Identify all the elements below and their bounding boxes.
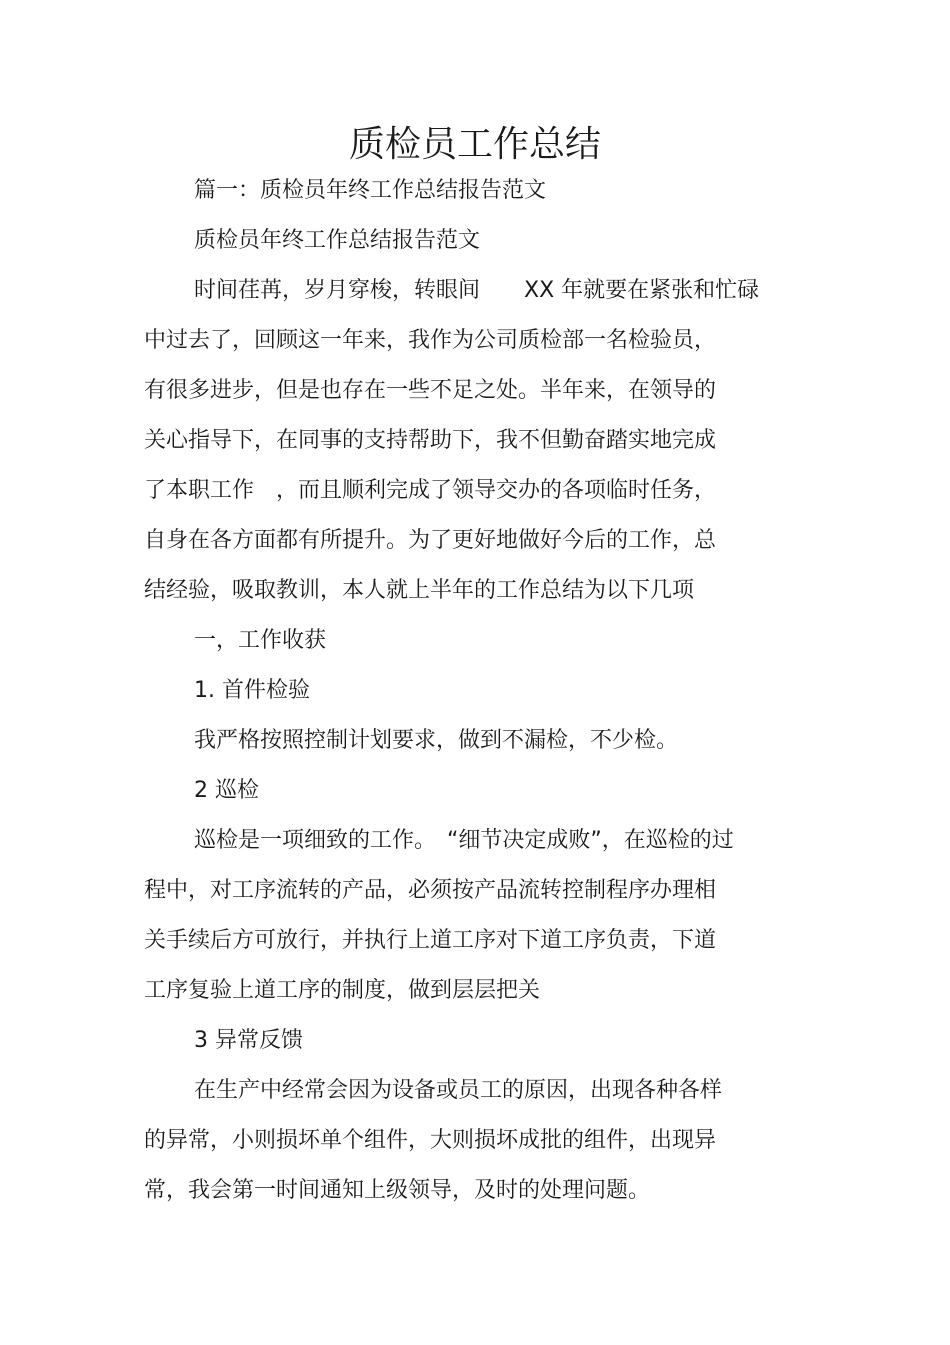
subtitle: 质检员年终工作总结报告范文 bbox=[194, 228, 481, 253]
paragraph-line: 关心指导下，在同事的支持帮助下，我不但勤奋踏实地完成 bbox=[144, 428, 717, 453]
paragraph-line: 我严格按照控制计划要求，做到不漏检，不少检。 bbox=[194, 728, 679, 753]
paragraph-line: 在生产中经常会因为设备或员工的原因，出现各种各样 bbox=[194, 1078, 723, 1103]
paragraph-line: 结经验，吸取教训，本人就上半年的工作总结为以下几项 bbox=[144, 578, 695, 603]
paragraph-line: 了本职工作 ，而且顺利完成了领导交办的各项临时任务， bbox=[144, 478, 717, 503]
paragraph-line: 程中，对工序流转的产品，必须按产品流转控制程序办理相 bbox=[144, 878, 717, 903]
section-heading: 篇一：质检员年终工作总结报告范文 bbox=[194, 178, 547, 203]
paragraph-line: 工序复验上道工序的制度，做到层层把关 bbox=[144, 978, 541, 1003]
paragraph-line: 常，我会第一时间通知上级领导，及时的处理问题。 bbox=[144, 1178, 651, 1203]
paragraph-line: 的异常，小则损坏单个组件，大则损坏成批的组件，出现异 bbox=[144, 1128, 717, 1153]
paragraph-line: 中过去了，回顾这一年来，我作为公司质检部一名检验员， bbox=[144, 328, 717, 353]
document-title: 质检员工作总结 bbox=[348, 124, 601, 165]
paragraph-line: 关手续后方可放行，并执行上道工序对下道工序负责，下道 bbox=[144, 928, 717, 953]
subsection-heading: 2 巡检 bbox=[194, 778, 259, 803]
subsection-heading: 3 异常反馈 bbox=[194, 1028, 303, 1053]
section-heading: 一，工作收获 bbox=[194, 628, 327, 653]
paragraph-line: 时间荏苒，岁月穿梭，转眼间 XX 年就要在紧张和忙碌 bbox=[194, 278, 760, 303]
paragraph-line: 巡检是一项细致的工作。 “细节决定成败”，在巡检的过 bbox=[194, 828, 734, 853]
paragraph-line: 有很多进步，但是也存在一些不足之处。半年来，在领导的 bbox=[144, 378, 717, 403]
paragraph-line: 自身在各方面都有所提升。为了更好地做好今后的工作，总 bbox=[144, 528, 717, 553]
subsection-heading: 1. 首件检验 bbox=[194, 678, 310, 703]
